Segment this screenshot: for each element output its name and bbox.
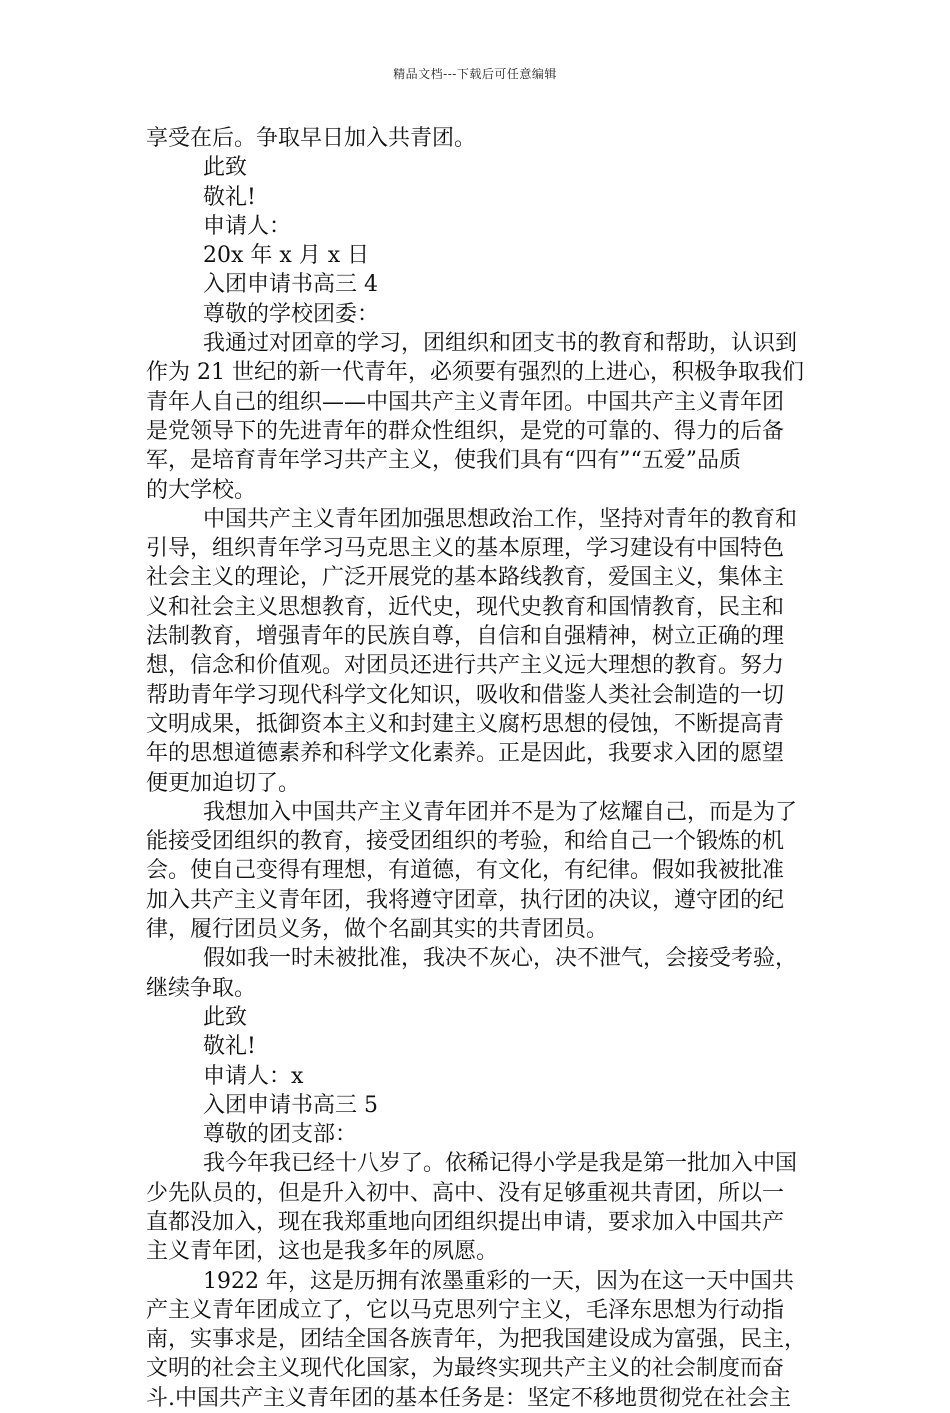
text-line: 南，实事求是，团结全国各族青年，为把我国建设成为富强，民主， [146,1327,807,1353]
text-line: 青年人自己的组织——中国共产主义青年团。中国共产主义青年团 [146,389,785,415]
text-line: 少先队员的，但是升入初中、高中、没有足够重视共青团，所以一 [146,1180,785,1206]
text-line: 产主义青年团成立了，它以马克思列宁主义，毛泽东思想为行动指 [146,1297,785,1323]
text-line: 帮助青年学习现代科学文化知识，吸收和借鉴人类社会制造的一切 [146,682,785,708]
text-line: 能接受团组织的教育，接受团组织的考验，和给自己一个锻炼的机 [146,829,785,855]
page-header: 精品文档---下载后可任意编辑 [393,67,557,81]
text-line: 继续争取。 [146,975,257,1001]
text-line: 敬礼! [203,1034,256,1060]
text-line: 入团申请书高三 4 [203,272,378,298]
text-line: 律，履行团员义务，做个名副其实的共青团员。 [146,917,609,943]
text-line: 我想加入中国共产主义青年团并不是为了炫耀自己，而是为了 [203,799,798,825]
text-line: 主义青年团，这也是我多年的夙愿。 [146,1239,499,1265]
text-line: 加入共产主义青年团，我将遵守团章，执行团的决议，遵守团的纪 [146,887,785,913]
text-line: 此致 [203,155,248,181]
text-line: 我今年我已经十八岁了。依稀记得小学是我是第一批加入中国 [203,1151,798,1177]
text-line: 军，是培育青年学习共产主义，使我们具有“四有”“五爱”品质 [146,448,741,474]
text-line: 1922 年，这是历拥有浓墨重彩的一天，因为在这一天中国共 [203,1268,794,1294]
text-line: 申请人： [203,213,292,239]
text-line: 申请人：x [203,1063,304,1089]
text-line: 尊敬的团支部： [203,1122,358,1148]
text-line: 引导，组织青年学习马克思主义的基本原理，学习建设有中国特色 [146,536,785,562]
text-line: 义和社会主义思想教育，近代史，现代史教育和国情教育，民主和 [146,594,785,620]
text-line: 敬礼! [203,184,256,210]
text-line: 假如我一时未被批准，我决不灰心，决不泄气，会接受考验， [203,946,798,972]
text-line: 的大学校。 [146,477,257,503]
text-line: 是党领导下的先进青年的群众性组织，是党的可靠的、得力的后备 [146,418,785,444]
text-line: 年的思想道德素养和科学文化素养。正是因此，我要求入团的愿望 [146,741,785,767]
text-line: 便更加迫切了。 [146,770,301,796]
text-line: 斗.中国共产主义青年团的基本任务是：坚定不移地贯彻党在社会主 [146,1385,791,1411]
text-line: 文明的社会主义现代化国家，为最终实现共产主义的社会制度而奋 [146,1356,785,1382]
text-line: 想，信念和价值观。对团员还进行共产主义远大理想的教育。努力 [146,653,785,679]
text-line: 尊敬的学校团委： [203,301,380,327]
text-line: 法制教育，增强青年的民族自尊，自信和自强精神，树立正确的理 [146,624,785,650]
text-line: 此致 [203,1004,248,1030]
text-line: 入团申请书高三 5 [203,1092,378,1118]
text-line: 直都没加入，现在我郑重地向团组织提出申请，要求加入中国共产 [146,1209,785,1235]
text-line: 20x 年 x 月 x 日 [203,243,370,269]
document-body [146,124,812,1413]
text-line: 社会主义的理论，广泛开展党的基本路线教育，爱国主义，集体主 [146,565,785,591]
text-line: 作为 21 世纪的新一代青年，必须要有强烈的上进心，积极争取我们 [146,360,804,386]
text-line: 会。使自己变得有理想，有道德，有文化，有纪律。假如我被批准 [146,858,785,884]
text-line: 享受在后。争取早日加入共青团。 [146,126,477,151]
text-line: 我通过对团章的学习，团组织和团支书的教育和帮助，认识到 [203,331,798,357]
text-line: 中国共产主义青年团加强思想政治工作，坚持对青年的教育和 [203,506,798,532]
text-line: 文明成果，抵御资本主义和封建主义腐朽思想的侵蚀，不断提高青 [146,711,785,737]
